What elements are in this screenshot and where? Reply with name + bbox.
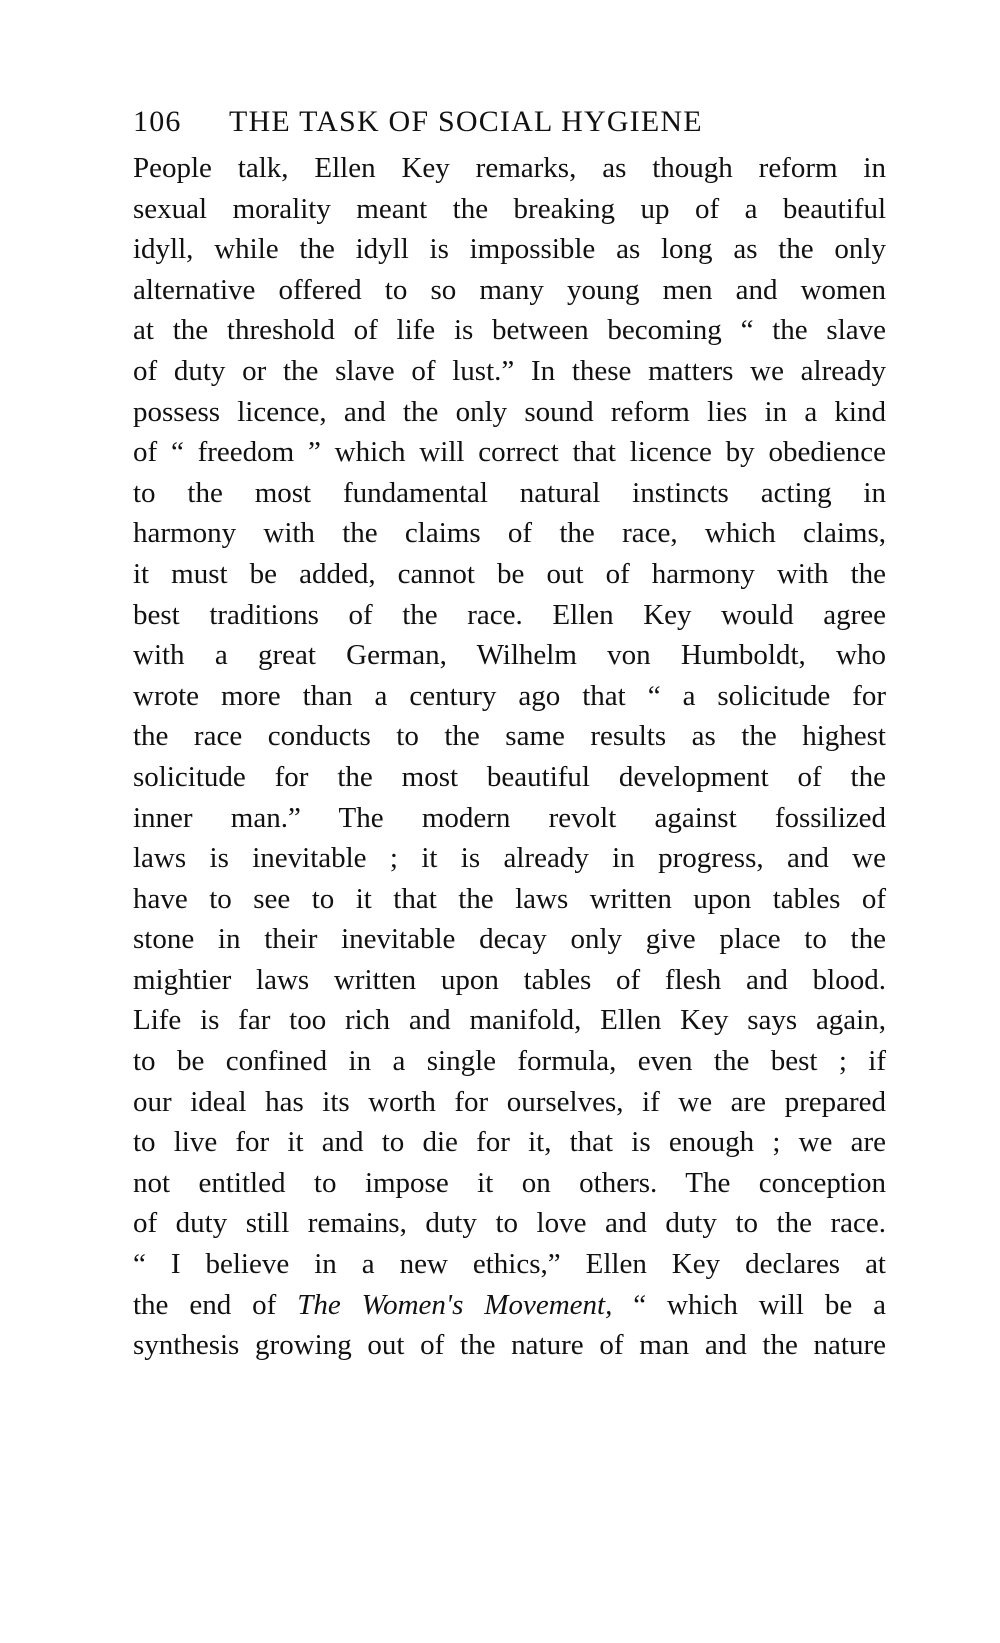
running-title: THE TASK OF SOCIAL HYGIENE [229, 105, 703, 138]
text-line: with a great German, Wilhelm von Humboldt, who [133, 639, 886, 672]
text-line: at the threshold of life is between becoming “ the slave [133, 314, 886, 347]
text-line: Life is far too rich and manifold, Ellen Key says again, [133, 1004, 886, 1037]
text-line: synthesis growing out of the nature of man and the nature [133, 1329, 886, 1362]
text-line: not entitled to impose it on others. The conception [133, 1166, 886, 1199]
text-line: the race conducts to the same results as the highest [133, 720, 886, 753]
text-line: have to see to it that the laws written upon tables of [133, 882, 886, 915]
text-line: our ideal has its worth for ourselves, if we are prepared [133, 1085, 886, 1118]
body-text [133, 148, 886, 1366]
text-line: mightier laws written upon tables of flesh and blood. [133, 963, 886, 996]
text-line: to be confined in a single formula, even the best ; if [133, 1045, 886, 1078]
text-line: People talk, Ellen Key remarks, as though reform in [133, 152, 886, 184]
text-line: harmony with the claims of the race, which claims, [133, 517, 886, 550]
text-line: it must be added, cannot be out of harmony with the [133, 557, 886, 590]
text-line: solicitude for the most beautiful development of the [133, 760, 886, 793]
text-fragment: the end of [133, 1288, 298, 1321]
book-title: The Women's Movement, [297, 1288, 613, 1321]
text-line: stone in their inevitable decay only give place to the [133, 923, 886, 956]
text-line: of “ freedom ” which will correct that licence by obedience [133, 436, 886, 469]
text-line: possess licence, and the only sound reform lies in a kind [133, 395, 886, 428]
text-line-with-title [133, 1285, 886, 1326]
text-line: to live for it and to die for it, that is enough ; we are [133, 1126, 886, 1159]
text-line: of duty or the slave of lust.” In these matters we already [133, 354, 886, 387]
text-line: wrote more than a century ago that “ a solicitude for [133, 679, 886, 712]
text-line: of duty still remains, duty to love and duty to the race. [133, 1207, 886, 1240]
text-line: inner man.” The modern revolt against fossilized [133, 801, 886, 834]
text-line: to the most fundamental natural instincts acting in [133, 476, 886, 509]
text-line: sexual morality meant the breaking up of a beautiful [133, 192, 886, 225]
running-head [133, 100, 886, 144]
text-line: alternative offered to so many young men and women [133, 273, 886, 306]
page-number: 106 [133, 105, 182, 138]
book-page [133, 100, 886, 1366]
text-fragment: “ which will be a [612, 1288, 886, 1321]
text-line: idyll, while the idyll is impossible as long as the only [133, 233, 886, 266]
text-line: “ I believe in a new ethics,” Ellen Key declares at [133, 1248, 886, 1281]
text-line: laws is inevitable ; it is already in progress, and we [133, 842, 886, 875]
text-line: best traditions of the race. Ellen Key would agree [133, 598, 886, 631]
